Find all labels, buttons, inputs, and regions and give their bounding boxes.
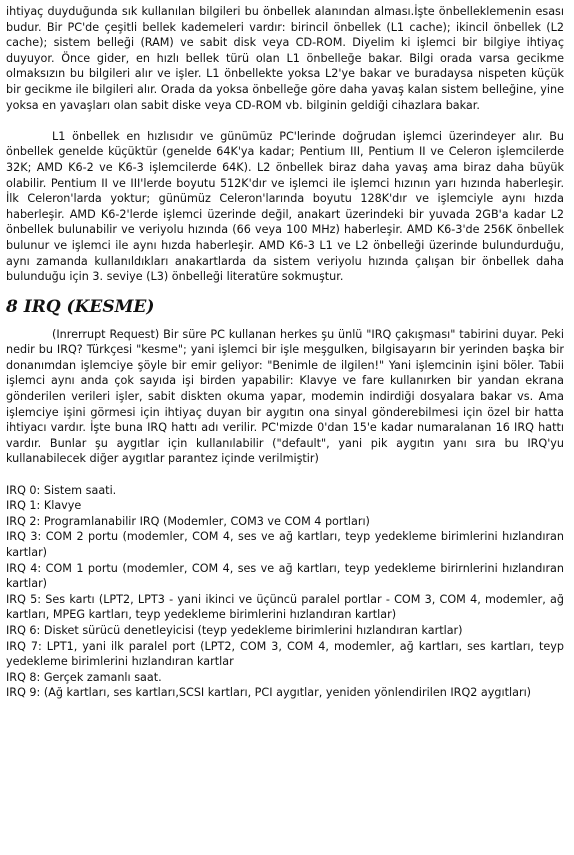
paragraph-cache-intro: ihtiyaç duyduğunda sık kullanılan bilgileri bu önbellek alanından alması.İşte önbelleklemenin esası budur. Bir PC'de çeşitli bellek kademeleri vardır: birincil önbellek (L1 cache); ikincil önbellek (L2 cache); sistem belleği (RAM) ve sabit disk veya CD-ROM. Diyelim ki işlemci bir bilgiye ihtiyaç duyuyor. Önce gider, en hızlı bellek türü olan L1 önbelleğe bakar. Bilgi orada varsa gecikme olmaksızın bu bilgileri alır ve işler. L1 önbellekte yoksa L2'ye bakar ve buradaysa nispeten küçük bir gecikme ile bilgileri alır. Orada da yoksa önbelleğe göre daha yavaş kalan sistem belleğine, yine yoksa en yavaşları olan sabit diske veya CD-ROM vb. bilginin geldiği cihazlara bakar. xyxy=(6,5,564,112)
list-item: IRQ 7: LPT1, yani ilk paralel port (LPT2, COM 3, COM 4, modemler, ağ kartları, ses kartları, teyp yedekleme birimlerini hızlandıran kartlar xyxy=(6,639,564,669)
paragraph-l1-l2-cache: L1 önbellek en hızlısıdır ve günümüz PC'lerinde doğrudan işlemci üzerindeyer alır. Bu önbellek genelde küçüktür (genelde 64K'ya kadar; Pentium III, Pentium II ve Celeron işlemcilerde 32K; AMD K6-2 ve K6-3 işlemcilerde 64K). L2 önbellek biraz daha yavaş ama biraz daha büyük olabilir. Pentium II ve III'lerde boyutu 512K'dır ve işlemci ile işlemci hızının yarı hızında haberleşir. İlk Celeron'larda yoktur; günümüz Celeron'larında boyutu 128K'dır ve işlemciyle aynı hızda haberleşir. AMD K6-2'lerde işlemci üzerinde değil, anakart üzerindeki bir yuvada 2GB'a kadar L2 önbellek bulunabilir ve veriyolu hızında (66 veya 100 MHz) haberleşir. AMD K6-3'de 256K önbellek bulunur ve işlemci ile aynı hızda haberleşir. AMD K6-3 L1 ve L2 önbelleği üzerinde bulundurduğu, aynı zamanda kullanıldıkları anakartlarda da sistem veriyolu hızında çalışan bir önbellek daha bulunduğu için 3. seviye (L3) önbelleği literatüre sokmuştur. xyxy=(6,129,564,284)
paragraph-irq-description: (Inrerrupt Request) Bir süre PC kullanan herkes şu ünlü "IRQ çakışması" tabirini duyar. Peki nedir bu IRQ? Türkçesi "kesme"; yani işlemci bir işle meşgulken, bilgisayarın bir yerinden başka bir donanımdan işlemciye şöyle bir emir geliyor: "Benimle de ilgilen!" Yani işlemcinin işini böler. Tabii işlemci aynı anda çok sayıda işi birden yapabilir: Klavye ve fare kullanırken bir yandan ekrana gönderilen verileri işler, sabit diskten okuma yapar, modemin indirdiği dosyalara bakar vs. Ama işlemciye işini görmesi için ihtiyaç duyan bir aygıtın ona sinyal gönderebilmesi için özel bir hatta ihtiyacı vardır. İşte buna IRQ hattı adı verilir. PC'mizde 0'dan 15'e kadar numaralanan 16 IRQ hattı vardır. Bunlar şu aygıtlar için kullanılabilir ("default", yani pik aygıtın yanı sıra bu IRQ'yu kullanabilecek diğer aygıtlar parantez içinde verilmiştir) xyxy=(6,327,564,466)
list-item: IRQ 0: Sistem saati. xyxy=(6,483,117,497)
list-item: IRQ 1: Klavye xyxy=(6,499,82,513)
list-item: IRQ 2: Programlanabilir IRQ (Modemler, COM3 ve COM 4 portları) xyxy=(6,514,370,528)
list-item: IRQ 8: Gerçek zamanlı saat. xyxy=(6,670,162,684)
section-heading-irq: 8 IRQ (KESME) xyxy=(6,296,155,317)
list-item: IRQ 4: COM 1 portu (modemler, COM 4, ses ve ağ kartları, teyp yedekleme birirnlerini hızlandıran kartlar) xyxy=(6,561,564,591)
document-page xyxy=(6,4,564,701)
list-item: IRQ 5: Ses kartı (LPT2, LPT3 - yani ikinci ve üçüncü paralel portlar - COM 3, COM 4, modemler, ağ kartları, MPEG kartları, teyp yedekleme birimlerini hızlandıran kartlar) xyxy=(6,592,564,622)
irq-list xyxy=(6,483,564,701)
list-item: IRQ 3: COM 2 portu (modemler, COM 4, ses ve ağ kartları, teyp yedekleme birimlerini hızlandıran kartlar) xyxy=(6,530,564,559)
list-item: IRQ 9: (Ağ kartları, ses kartları,SCSI kartları, PCI aygıtlar, yeniden yönlendirilen IRQ2 aygıtları) xyxy=(6,686,532,700)
list-item: IRQ 6: Disket sürücü denetleyicisi (teyp yedekleme birimlerini hızlandıran kartlar) xyxy=(6,623,463,637)
